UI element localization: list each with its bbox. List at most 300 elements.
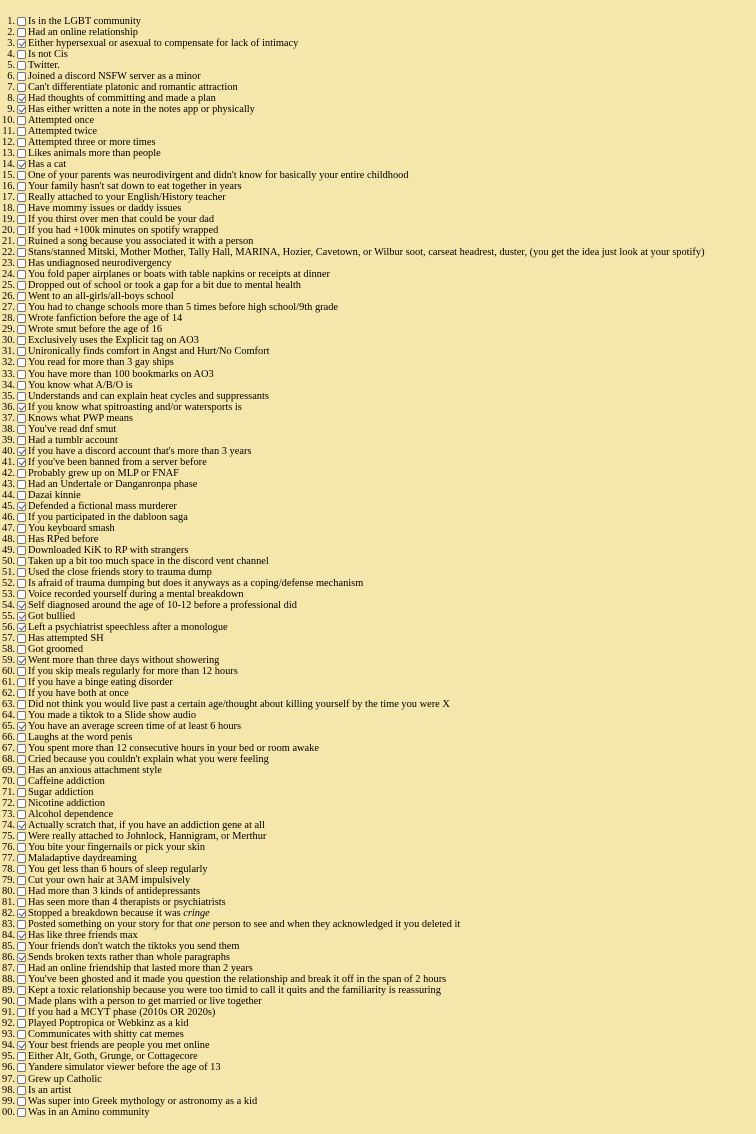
checkbox-checked[interactable] <box>17 94 26 103</box>
item-number: 44. <box>2 489 15 501</box>
checklist-item <box>0 644 705 655</box>
checkbox[interactable] <box>17 336 26 345</box>
checkbox[interactable] <box>17 72 26 81</box>
checklist-item <box>0 93 705 104</box>
item-number: 76. <box>2 842 15 854</box>
checkbox[interactable] <box>17 755 26 764</box>
checklist-item <box>0 611 705 622</box>
checkbox[interactable] <box>17 292 26 301</box>
checklist-item <box>0 776 705 787</box>
item-label: If you participated in the dabloon saga <box>28 511 188 523</box>
checkbox[interactable] <box>17 28 26 37</box>
checkbox[interactable] <box>17 678 26 687</box>
item-number: 93. <box>2 1029 15 1041</box>
checkbox[interactable] <box>17 215 26 224</box>
item-number: 68. <box>2 754 15 766</box>
item-label: Sugar addiction <box>28 787 94 799</box>
checkbox[interactable] <box>17 1086 26 1095</box>
checkbox[interactable] <box>17 1108 26 1117</box>
item-label: You spent more than 12 consecutive hours in your bed or room awake <box>28 743 319 755</box>
checkbox-checked[interactable] <box>17 502 26 511</box>
item-number: 3. <box>7 38 15 50</box>
checklist-item <box>0 974 705 985</box>
checklist-item <box>0 280 705 291</box>
checklist-item <box>0 269 705 280</box>
item-number: 69. <box>2 765 15 777</box>
checkbox[interactable] <box>17 270 26 279</box>
item-label: Stopped a breakdown because it was cringe <box>28 908 210 920</box>
item-number: 40. <box>2 445 15 457</box>
checklist-item <box>0 666 705 677</box>
checkbox[interactable] <box>17 303 26 312</box>
item-number: 83. <box>2 919 15 931</box>
checkbox[interactable] <box>17 865 26 874</box>
checklist-item <box>0 963 705 974</box>
checklist-item <box>0 335 705 346</box>
checklist-item <box>0 1096 705 1107</box>
checklist-item <box>0 413 705 424</box>
checklist-item <box>0 787 705 798</box>
checklist-item <box>0 82 705 93</box>
checkbox[interactable] <box>17 986 26 995</box>
checkbox[interactable] <box>17 1063 26 1072</box>
checkbox-checked[interactable] <box>17 601 26 610</box>
checklist-item <box>0 1062 705 1073</box>
item-label: Voice recorded yourself during a mental breakdown <box>28 588 244 600</box>
checklist-item <box>0 380 705 391</box>
checkbox[interactable] <box>17 127 26 136</box>
checklist-item <box>0 798 705 809</box>
item-label: You have an average screen time of at least 6 hours <box>28 721 242 732</box>
item-label: Laughs at the word penis <box>28 732 133 744</box>
item-label: You had to change schools more than 5 times before high school/9th grade <box>28 302 339 314</box>
item-label: Ruined a song because you associated it with a person <box>28 236 254 248</box>
checklist-item <box>0 60 705 71</box>
item-label: Attempted three or more times <box>28 137 156 149</box>
checkbox[interactable] <box>17 1075 26 1084</box>
item-number: 95. <box>2 1051 15 1063</box>
item-number: 2. <box>7 27 15 39</box>
checkbox[interactable] <box>17 358 26 367</box>
checkbox[interactable] <box>17 876 26 885</box>
item-number: 92. <box>2 1018 15 1030</box>
checkbox[interactable] <box>17 975 26 984</box>
checklist-item <box>0 27 705 38</box>
checkbox[interactable] <box>17 744 26 753</box>
checklist-item <box>0 203 705 214</box>
item-number: 74. <box>2 820 15 832</box>
checkbox[interactable] <box>17 50 26 59</box>
item-number: 45. <box>2 500 15 512</box>
checklist-item <box>0 126 705 137</box>
checklist-item <box>0 952 705 963</box>
checklist-item <box>0 457 705 468</box>
item-label: Can't differentiate platonic and romantic attraction <box>28 82 238 94</box>
checkbox[interactable] <box>17 171 26 180</box>
item-number: 38. <box>2 423 15 435</box>
checkbox-checked[interactable] <box>17 656 26 665</box>
checkbox[interactable] <box>17 898 26 907</box>
item-number: 97. <box>2 1073 15 1085</box>
checklist-item <box>0 688 705 699</box>
checkbox[interactable] <box>17 491 26 500</box>
checklist-item <box>0 1051 705 1062</box>
checkbox[interactable] <box>17 535 26 544</box>
item-label: Defended a fictional mass murderer <box>28 500 177 512</box>
checkbox[interactable] <box>17 370 26 379</box>
item-number: 86. <box>2 952 15 964</box>
item-label: Joined a discord NSFW server as a minor <box>28 71 201 83</box>
checklist-item <box>0 236 705 247</box>
checklist-item <box>0 699 705 710</box>
item-number: 23. <box>2 258 15 270</box>
item-number: 52. <box>2 577 15 589</box>
checkbox[interactable] <box>17 425 26 434</box>
checkbox[interactable] <box>17 314 26 323</box>
checkbox[interactable] <box>17 83 26 92</box>
checklist-item <box>0 578 705 589</box>
item-number: 53. <box>2 588 15 600</box>
item-label: If you've been banned from a server before <box>28 456 207 468</box>
item-number: 24. <box>2 269 15 281</box>
item-number: 56. <box>2 621 15 633</box>
item-label: Is not Cis <box>28 49 68 61</box>
item-number: 47. <box>2 522 15 534</box>
checkbox-checked[interactable] <box>17 909 26 918</box>
checklist-item <box>0 501 705 512</box>
item-label: If you have both at once <box>28 687 129 699</box>
item-label: Had more than 3 kinds of antidepressants <box>28 886 200 898</box>
checklist-item <box>0 148 705 159</box>
item-label: Has RPed before <box>28 533 99 545</box>
item-label: Self diagnosed around the age of 10-12 before a professional did <box>28 599 297 611</box>
checkbox[interactable] <box>17 645 26 654</box>
item-label: You made a tiktok to a Slide show audio <box>28 709 197 721</box>
item-number: 18. <box>2 203 15 215</box>
checklist-item <box>0 225 705 236</box>
checklist-item <box>0 1107 705 1118</box>
checkbox[interactable] <box>17 1052 26 1061</box>
checkbox[interactable] <box>17 700 26 709</box>
item-number: 36. <box>2 401 15 413</box>
item-label: Went more than three days without showering <box>28 654 220 666</box>
item-label: Caffeine addiction <box>28 776 105 788</box>
checklist-item <box>0 170 705 181</box>
item-label: Grew up Catholic <box>28 1073 102 1085</box>
item-number: 77. <box>2 853 15 865</box>
checkbox[interactable] <box>17 799 26 808</box>
checklist-item <box>0 1007 705 1018</box>
item-label: Attempted twice <box>28 126 97 138</box>
item-number: 89. <box>2 985 15 997</box>
checkbox[interactable] <box>17 887 26 896</box>
checkbox[interactable] <box>17 480 26 489</box>
checklist-item <box>0 324 705 335</box>
checklist-item <box>0 16 705 27</box>
checkbox[interactable] <box>17 964 26 973</box>
item-label: Had an online friendship that lasted more than 2 years <box>28 963 253 975</box>
item-label: Your family hasn't sat down to eat together in years <box>28 181 242 193</box>
checklist-item <box>0 941 705 952</box>
item-label: Understands and can explain heat cycles and suppressants <box>28 390 269 402</box>
item-label: Got bullied <box>28 610 76 622</box>
item-label: You keyboard smash <box>28 522 115 534</box>
checkbox[interactable] <box>17 1008 26 1017</box>
item-label: Attempted once <box>28 115 95 127</box>
checkbox-checked[interactable] <box>17 1041 26 1050</box>
checkbox[interactable] <box>17 259 26 268</box>
checklist-item <box>0 1085 705 1096</box>
checkbox[interactable] <box>17 381 26 390</box>
item-label: You've read dnf smut <box>28 423 117 435</box>
checkbox[interactable] <box>17 766 26 775</box>
checkbox[interactable] <box>17 667 26 676</box>
checklist <box>0 16 705 1118</box>
checklist-item <box>0 523 705 534</box>
checkbox[interactable] <box>17 414 26 423</box>
checkbox[interactable] <box>17 237 26 246</box>
item-number: 33. <box>2 368 15 380</box>
checkbox[interactable] <box>17 832 26 841</box>
checkbox[interactable] <box>17 942 26 951</box>
item-label: If you have a discord account that's more than 3 years <box>28 445 252 457</box>
item-number: 1. <box>7 16 15 27</box>
checklist-item <box>0 765 705 776</box>
item-label: If you have a binge eating disorder <box>28 676 173 688</box>
item-label: Your friends don't watch the tiktoks you send them <box>28 941 240 953</box>
checklist-item <box>0 985 705 996</box>
item-label: Is in the LGBT community <box>28 16 141 27</box>
item-label: Used the close friends story to trauma dump <box>28 566 212 578</box>
item-label: Did not think you would live past a certain age/thought about killing yourself by the time you were X <box>28 698 450 710</box>
checklist-item <box>0 1018 705 1029</box>
checklist-item <box>0 919 705 930</box>
checkbox[interactable] <box>17 810 26 819</box>
item-label: Actually scratch that, if you have an addiction gene at all <box>28 820 265 832</box>
checkbox-checked[interactable] <box>17 105 26 114</box>
item-label: Posted something on your story for that one person to see and when they acknowledged it you deleted it <box>28 919 461 931</box>
checkbox[interactable] <box>17 1019 26 1028</box>
checkbox[interactable] <box>17 1030 26 1039</box>
checkbox[interactable] <box>17 149 26 158</box>
checkbox[interactable] <box>17 325 26 334</box>
checklist-item <box>0 655 705 666</box>
item-label: Has seen more than 4 therapists or psychiatrists <box>28 897 226 909</box>
item-label: One of your parents was neurodivirgent and didn't know for basically your entire childhood <box>28 170 409 182</box>
item-number: 63. <box>2 698 15 710</box>
checkbox[interactable] <box>17 843 26 852</box>
item-number: 43. <box>2 478 15 490</box>
checkbox[interactable] <box>17 347 26 356</box>
item-label: Downloaded KiK to RP with strangers <box>28 544 189 556</box>
item-number: 61. <box>2 676 15 688</box>
checkbox[interactable] <box>17 204 26 213</box>
checkbox-checked[interactable] <box>17 722 26 731</box>
item-label: Exclusively uses the Explicit tag on AO3 <box>28 335 199 347</box>
checkbox[interactable] <box>17 590 26 599</box>
item-number: 37. <box>2 412 15 424</box>
item-label: Has a cat <box>28 159 67 171</box>
item-label: Was in an Amino community <box>28 1106 150 1118</box>
item-label: Nicotine addiction <box>28 798 106 810</box>
item-number: 67. <box>2 743 15 755</box>
item-label: Wrote smut before the age of 16 <box>28 324 163 336</box>
item-number: 00. <box>2 1106 15 1118</box>
checkbox[interactable] <box>17 392 26 401</box>
checkbox[interactable] <box>17 788 26 797</box>
item-number: 17. <box>2 192 15 204</box>
checkbox[interactable] <box>17 920 26 929</box>
checkbox[interactable] <box>17 248 26 257</box>
item-number: 87. <box>2 963 15 975</box>
checkbox-checked[interactable] <box>17 39 26 48</box>
checkbox-checked[interactable] <box>17 623 26 632</box>
item-number: 5. <box>7 60 15 72</box>
item-label: Has either written a note in the notes app or physically <box>28 104 255 116</box>
item-label: Either hypersexual or asexual to compensate for lack of intimacy <box>28 38 299 50</box>
checkbox[interactable] <box>17 777 26 786</box>
item-label: Sends broken texts rather than whole paragraphs <box>28 952 230 964</box>
checkbox[interactable] <box>17 546 26 555</box>
item-number: 50. <box>2 555 15 567</box>
item-label: Has like three friends max <box>28 930 138 942</box>
checklist-item <box>0 192 705 203</box>
item-label: Has an anxious attachment style <box>28 765 162 777</box>
checkbox[interactable] <box>17 61 26 70</box>
item-number: 54. <box>2 599 15 611</box>
checklist-item <box>0 545 705 556</box>
checkbox[interactable] <box>17 579 26 588</box>
checkbox-checked[interactable] <box>17 612 26 621</box>
item-number: 34. <box>2 379 15 391</box>
item-label: You have more than 100 bookmarks on AO3 <box>28 368 214 380</box>
item-number: 7. <box>7 82 15 94</box>
checklist-item <box>0 214 705 225</box>
checkbox[interactable] <box>17 436 26 445</box>
item-number: 64. <box>2 709 15 721</box>
item-number: 49. <box>2 544 15 556</box>
checklist-item <box>0 677 705 688</box>
checklist-item <box>0 622 705 633</box>
checklist-item <box>0 831 705 842</box>
checklist-item <box>0 754 705 765</box>
item-label: Really attached to your English/History teacher <box>28 192 226 204</box>
item-number: 90. <box>2 996 15 1008</box>
item-label: Had a tumblr account <box>28 434 118 446</box>
item-number: 88. <box>2 974 15 986</box>
item-label: Taken up a bit too much space in the discord vent channel <box>28 555 269 567</box>
item-label-emphasis: one <box>195 919 211 931</box>
item-label: Had an online relationship <box>28 27 138 39</box>
checklist-item <box>0 435 705 446</box>
checkbox[interactable] <box>17 557 26 566</box>
checkbox[interactable] <box>17 469 26 478</box>
checkbox[interactable] <box>17 711 26 720</box>
item-number: 39. <box>2 434 15 446</box>
item-label: Kept a toxic relationship because you were too timid to call it quits and the familiarity is reassuring <box>28 985 441 997</box>
item-number: 35. <box>2 390 15 402</box>
checkbox-checked[interactable] <box>17 953 26 962</box>
checkbox[interactable] <box>17 182 26 191</box>
checkbox[interactable] <box>17 116 26 125</box>
item-label: Either Alt, Goth, Grunge, or Cottagecore <box>28 1051 198 1063</box>
checkbox[interactable] <box>17 854 26 863</box>
item-number: 58. <box>2 643 15 655</box>
checkbox-checked[interactable] <box>17 821 26 830</box>
item-label: Is an artist <box>28 1084 72 1096</box>
item-number: 8. <box>7 93 15 105</box>
checklist-item <box>0 446 705 457</box>
item-number: 70. <box>2 776 15 788</box>
checklist-item <box>0 424 705 435</box>
checkbox-checked[interactable] <box>17 458 26 467</box>
checkbox[interactable] <box>17 634 26 643</box>
checkbox[interactable] <box>17 568 26 577</box>
checkbox[interactable] <box>17 733 26 742</box>
item-label: Were really attached to Johnlock, Hannigram, or Merthur <box>28 831 267 843</box>
item-number: 62. <box>2 687 15 699</box>
item-number: 27. <box>2 302 15 314</box>
checkbox[interactable] <box>17 997 26 1006</box>
checkbox[interactable] <box>17 281 26 290</box>
checkbox-checked[interactable] <box>17 403 26 412</box>
item-number: 15. <box>2 170 15 182</box>
item-label: Got groomed <box>28 643 84 655</box>
checklist-item <box>0 479 705 490</box>
checklist-item <box>0 864 705 875</box>
item-label: You bite your fingernails or pick your skin <box>28 842 206 854</box>
item-number: 13. <box>2 148 15 160</box>
checklist-item <box>0 313 705 324</box>
checklist-item <box>0 1040 705 1051</box>
checkbox[interactable] <box>17 193 26 202</box>
item-number: 94. <box>2 1040 15 1052</box>
checklist-item <box>0 721 705 732</box>
item-number: 19. <box>2 214 15 226</box>
checklist-item <box>0 556 705 567</box>
checklist-item <box>0 930 705 941</box>
item-number: 21. <box>2 236 15 248</box>
item-number: 6. <box>7 71 15 83</box>
checkbox-checked[interactable] <box>17 447 26 456</box>
item-number: 72. <box>2 798 15 810</box>
checkbox-checked[interactable] <box>17 160 26 169</box>
checkbox[interactable] <box>17 138 26 147</box>
checklist-item <box>0 842 705 853</box>
item-label: Dazai kinnie <box>28 489 81 501</box>
item-number: 73. <box>2 809 15 821</box>
checklist-item <box>0 567 705 578</box>
checkbox[interactable] <box>17 513 26 522</box>
checklist-item <box>0 732 705 743</box>
item-label: Had thoughts of committing and made a plan <box>28 93 216 105</box>
checkbox[interactable] <box>17 226 26 235</box>
item-label: Has undiagnosed neurodivergency <box>28 258 172 270</box>
item-number: 46. <box>2 511 15 523</box>
checklist-item <box>0 809 705 820</box>
checkbox[interactable] <box>17 524 26 533</box>
checkbox[interactable] <box>17 1097 26 1106</box>
checkbox[interactable] <box>17 689 26 698</box>
item-label: Yandere simulator viewer before the age of 13 <box>28 1062 221 1074</box>
checklist-item <box>0 468 705 479</box>
checkbox[interactable] <box>17 17 26 26</box>
item-label: Was super into Greek mythology or astronomy as a kid <box>28 1095 258 1107</box>
item-label-emphasis: cringe <box>183 908 210 920</box>
item-label: Knows what PWP means <box>28 412 133 424</box>
checklist-item <box>0 49 705 60</box>
checkbox-checked[interactable] <box>17 931 26 940</box>
